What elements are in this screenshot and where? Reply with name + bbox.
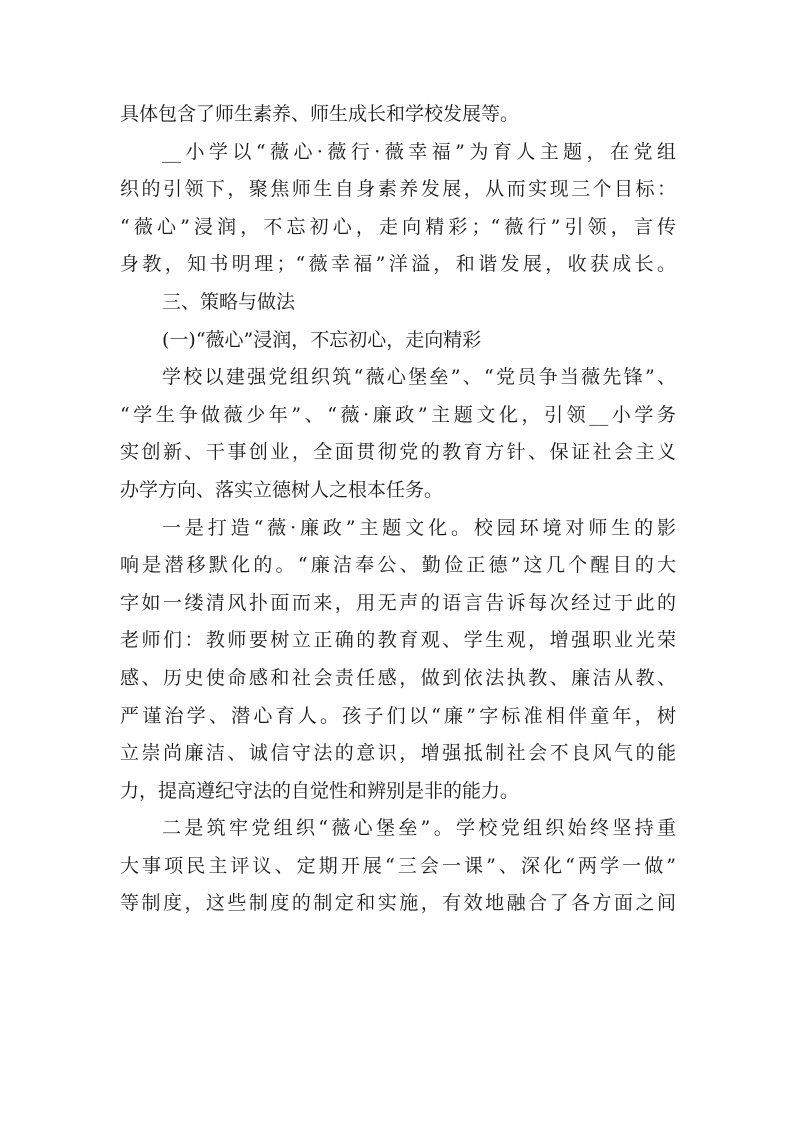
text-line: 三、策略与做法 — [162, 290, 296, 313]
text-line: __小学以“薇心·薇行·薇幸福”为育人主题，在党组 — [162, 140, 676, 163]
text-line: 响是潜移默化的。“廉洁奉公、勤俭正德”这几个醒目的大 — [120, 554, 676, 577]
text-line: “薇心”浸润，不忘初心，走向精彩；“薇行”引领，言传 — [120, 215, 676, 238]
text-line: 老师们：教师要树立正确的教育观、学生观，增强职业光荣 — [120, 629, 676, 652]
text-line: 实创新、干事创业，全面贯彻党的教育方针、保证社会主义 — [120, 441, 676, 464]
text-line: 学校以建强党组织筑“薇心堡垒”、“党员争当薇先锋”、 — [162, 366, 676, 389]
text-line: 等制度，这些制度的制定和实施，有效地融合了各方面之间 — [120, 892, 676, 915]
text-line: (一)“薇心”浸润，不忘初心，走向精彩 — [162, 328, 482, 351]
text-line: 身教，知书明理；“薇幸福”洋溢，和谐发展，收获成长。 — [120, 253, 676, 276]
text-line: 二是筑牢党组织“薇心堡垒”。学校党组织始终坚持重 — [162, 817, 676, 840]
document-body-text — [120, 96, 676, 923]
text-line: 立崇尚廉洁、诚信守法的意识，增强抵制社会不良风气的能 — [120, 742, 676, 765]
text-line: 具体包含了师生素养、师生成长和学校发展等。 — [120, 103, 520, 125]
text-line: “学生争做薇少年”、“薇·廉政”主题文化，引领__小学务 — [120, 403, 676, 426]
text-line: 一是打造“薇·廉政”主题文化。校园环境对师生的影 — [162, 516, 676, 539]
text-line: 办学方向、落实立德树人之根本任务。 — [120, 478, 444, 501]
text-line: 字如一缕清风扑面而来，用无声的语言告诉每次经过于此的 — [120, 591, 676, 614]
text-line: 力，提高遵纪守法的自觉性和辨别是非的能力。 — [120, 779, 520, 802]
text-line: 严谨治学、潜心育人。孩子们以“廉”字标准相伴童年，树 — [120, 704, 676, 727]
text-line: 感、历史使命感和社会责任感，做到依法执教、廉洁从教、 — [120, 666, 676, 689]
text-line: 织的引领下，聚焦师生自身素养发展，从而实现三个目标： — [120, 178, 676, 201]
text-line: 大事项民主评议、定期开展“三会一课”、深化“两学一做” — [120, 854, 676, 877]
